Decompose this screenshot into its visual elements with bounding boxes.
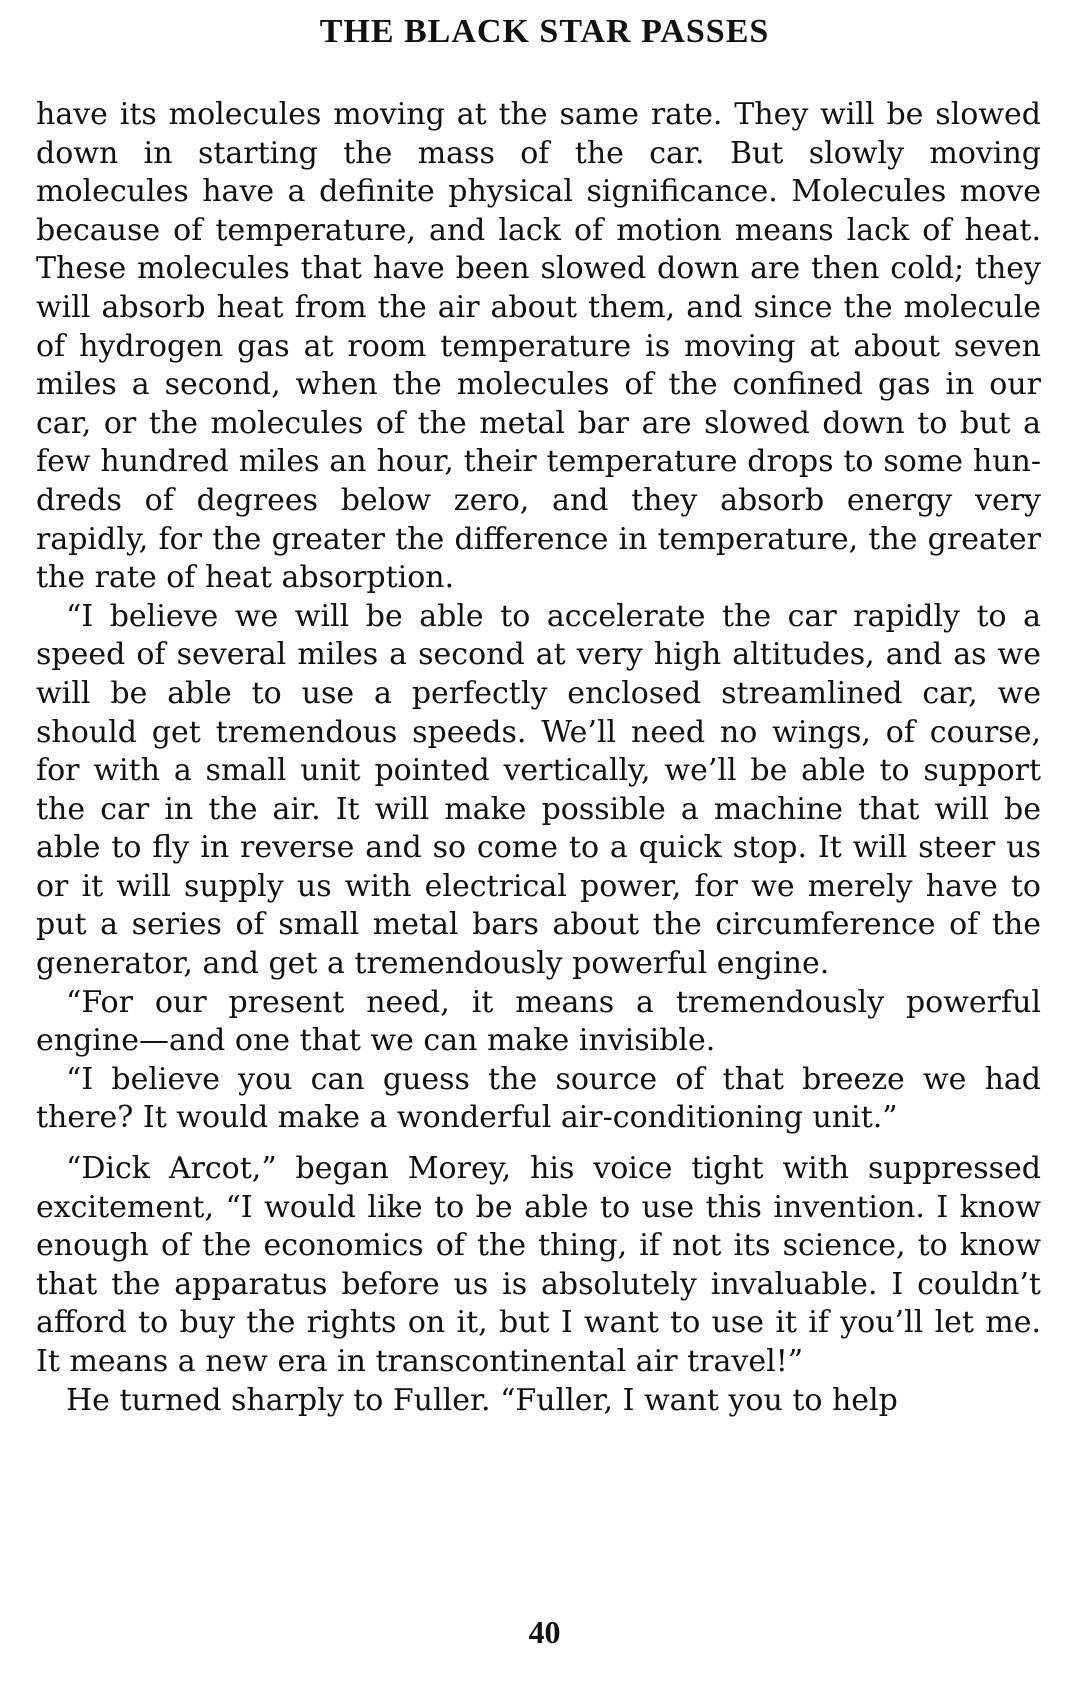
paragraph-morey: “Dick Arcot,” began Morey, his voice tight with suppressed excitement, “I would like to be able to use this invention. I know enough of the economics of the thing, if not its science, to know that the apparatus before us is absolutely invaluable. I couldn’t afford to buy the rights on it, but I want to use it if you’ll let me. It means a new era in transcontinental air travel!” <box>36 1151 1041 1379</box>
paragraph-accelerate: “I believe we will be able to accelerate the car rapidly to a speed of several miles a second at very high altitudes, and as we will be able to use a perfectly enclosed streamlined car, we should get tremendous speeds. We’ll need no wings, of course, for with a small unit pointed vertically, we’ll be able to support the car in the air. It will make possible a machine that will be able to fly in reverse and so come to a quick stop. It will steer us or it will supply us with electrical power, for we merely have to put a series of small metal bars about the circumference of the generator, and get a tremendously powerful engine. <box>36 598 1041 982</box>
running-head-title: THE BLACK STAR PASSES <box>319 13 770 50</box>
paragraph-fuller: He turned sharply to Fuller. “Fuller, I want you to help <box>66 1382 898 1418</box>
page-number: 40 <box>528 1614 561 1650</box>
body-text <box>36 96 1041 1420</box>
paragraph-breeze: “I believe you can guess the source of that breeze we had there? It would make a wonderful air-conditioning unit.” <box>36 1061 1041 1136</box>
paragraph-present-need: “For our present need, it means a tremendously powerful engine—and one that we can make invisible. <box>36 984 1041 1059</box>
paragraph-molecules: have its molecules moving at the same rate. They will be slowed down in starting the mass of the car. But slowly moving molecules have a definite physical significance. Molecules move because of temperature, and lack of motion means lack of heat. These molecules that have been slowed down are then cold; they will absorb heat from the air about them, and since the molecule of hydrogen gas at room temperature is moving at about seven miles a second, when the molecules of the confined gas in our car, or the molecules of the metal bar are slowed down to but a few hundred miles an hour, their temperature drops to some hundreds of degrees below zero, and they absorb energy very rapidly, for the greater the difference in temperature, the greater the rate of heat absorption. <box>36 97 1041 596</box>
